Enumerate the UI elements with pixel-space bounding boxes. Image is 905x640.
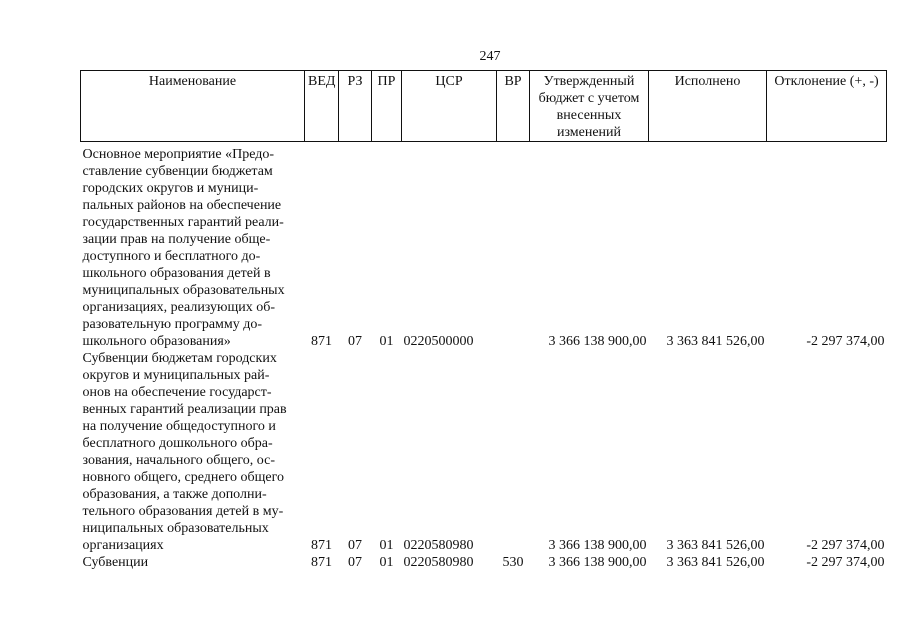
table-row (81, 554, 887, 571)
row-name: Основное мероприятие «Предо- ставление субвенции бюджетам городских округов и муници- пальных районов на обеспечение государственных гарантий реали- зации прав на получение обще- доступного и бесплатного до- школьного образования детей в муниципальных образовательных организациях, реализующих об- разовательную программу до- школьного образования» (82, 147, 285, 349)
row-deviation: -2 297 374,00 (806, 334, 885, 349)
row-rz: 07 (348, 555, 362, 570)
header-approved: Утвержденный бюджет с учетом внесенных изменений (530, 71, 649, 142)
header-deviation: Отклонение (+, -) (767, 71, 887, 142)
row-pr: 01 (379, 555, 394, 570)
header-csr: ЦСР (402, 71, 497, 142)
row-csr: 0220580980 (403, 555, 474, 570)
row-vr: 530 (502, 555, 524, 570)
row-executed: 3 363 841 526,00 (666, 538, 765, 553)
row-vr (497, 146, 530, 350)
row-ved: 871 (311, 334, 332, 349)
row-deviation: -2 297 374,00 (806, 538, 885, 553)
header-vr: ВР (497, 71, 530, 142)
header-rz: РЗ (339, 71, 372, 142)
row-deviation: -2 297 374,00 (806, 555, 885, 570)
row-name: Субвенции бюджетам городских округов и муниципальных рай- онов на обеспечение государст- венных гарантий реализации прав на получение общедоступного и бесплатного дошкольного обра- зования, начального общего, ос- новного общего, среднего общего образования, а также дополни- тельного образования детей в му- ниципальных образовательных организациях (82, 351, 287, 553)
row-approved: 3 366 138 900,00 (548, 538, 647, 553)
budget-table (80, 70, 887, 571)
row-rz: 07 (348, 538, 362, 553)
header-pr: ПР (372, 71, 402, 142)
row-executed: 3 363 841 526,00 (666, 555, 765, 570)
row-csr: 0220500000 (403, 334, 474, 349)
header-name: Наименование (81, 71, 305, 142)
row-csr: 0220580980 (403, 538, 474, 553)
page-number: 247 (479, 49, 501, 64)
table-header (81, 71, 887, 142)
table-row (81, 350, 887, 554)
row-pr: 01 (379, 334, 394, 349)
row-ved: 871 (311, 538, 332, 553)
row-vr (497, 350, 530, 554)
row-name: Субвенции (82, 555, 149, 570)
row-ved: 871 (311, 555, 332, 570)
table-row (81, 146, 887, 350)
header-ved: ВЕД (305, 71, 339, 142)
row-executed: 3 363 841 526,00 (666, 334, 765, 349)
header-executed: Исполнено (649, 71, 767, 142)
row-approved: 3 366 138 900,00 (548, 555, 647, 570)
row-pr: 01 (379, 538, 394, 553)
row-approved: 3 366 138 900,00 (548, 334, 647, 349)
row-rz: 07 (348, 334, 362, 349)
